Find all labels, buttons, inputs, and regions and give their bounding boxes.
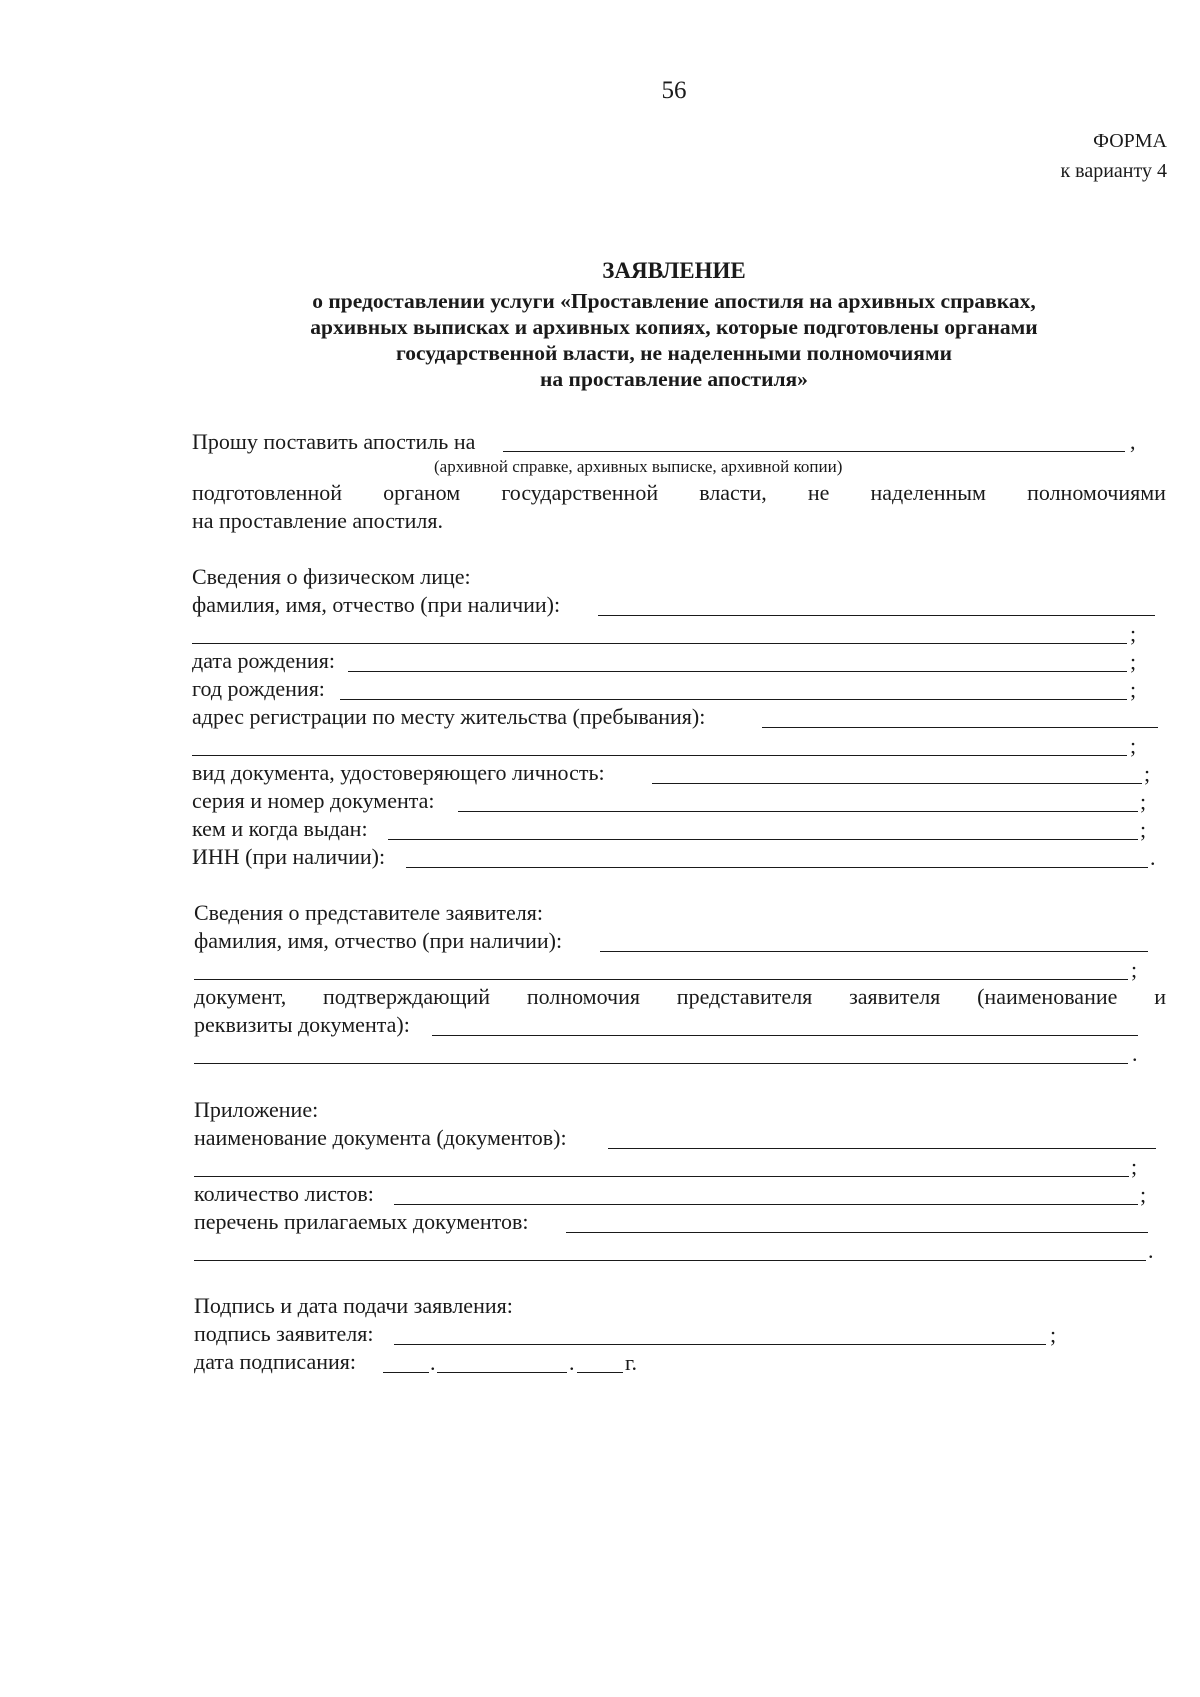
period: .	[1148, 1238, 1154, 1263]
representative-fio-field-2[interactable]	[194, 979, 1128, 980]
rep-word-6: (наименование	[977, 984, 1118, 1009]
representative-fio-label: фамилия, имя, отчество (при наличии):	[194, 928, 563, 953]
inn-field[interactable]	[406, 867, 1148, 868]
sign-day-field[interactable]	[383, 1372, 429, 1373]
semicolon: ;	[1130, 677, 1137, 702]
attachment-heading: Приложение:	[194, 1097, 319, 1122]
representative-fio-field[interactable]	[600, 951, 1148, 952]
form-label: ФОРМА	[1093, 130, 1167, 152]
individual-heading: Сведения о физическом лице:	[192, 564, 471, 589]
birth-year-field[interactable]	[340, 699, 1127, 700]
individual-fio-field[interactable]	[598, 615, 1155, 616]
cont-word-2: органом	[383, 480, 461, 505]
cont-word-7: полномочиями	[1027, 480, 1166, 505]
signature-field[interactable]	[394, 1344, 1046, 1345]
request-label: Прошу поставить апостиль на	[192, 429, 476, 454]
sign-month-field[interactable]	[437, 1372, 567, 1373]
representative-heading: Сведения о представителе заявителя:	[194, 900, 543, 925]
sheets-label: количество листов:	[194, 1181, 374, 1206]
document-title: ЗАЯВЛЕНИЕ	[602, 258, 746, 283]
attachment-doc-name-label: наименование документа (документов):	[194, 1125, 567, 1150]
address-label: адрес регистрации по месту жительства (пребывания):	[192, 704, 706, 729]
request-continuation-end: на проставление апостиля.	[192, 508, 443, 533]
representative-doc-label-end: реквизиты документа):	[194, 1012, 410, 1037]
cont-word-5: не	[807, 480, 830, 505]
attachment-list-field-2[interactable]	[194, 1260, 1146, 1261]
sign-label: подпись заявителя:	[194, 1321, 374, 1346]
cont-word-3: государственной	[501, 480, 659, 505]
issued-field[interactable]	[388, 839, 1138, 840]
individual-fio-field-2[interactable]	[192, 643, 1127, 644]
doc-number-field[interactable]	[458, 811, 1138, 812]
title-line-1: о предоставлении услуги «Проставление апостиля на архивных справках,	[312, 289, 1036, 313]
attachment-list-field[interactable]	[566, 1232, 1148, 1233]
address-field[interactable]	[762, 727, 1158, 728]
semicolon: ;	[1050, 1322, 1057, 1347]
inn-label: ИНН (при наличии):	[192, 844, 386, 869]
attachment-doc-name-field[interactable]	[608, 1148, 1156, 1149]
birth-year-label: год рождения:	[192, 676, 325, 701]
semicolon: ;	[1140, 817, 1147, 842]
attachment-list-label: перечень прилагаемых документов:	[194, 1209, 529, 1234]
attachment-doc-name-field-2[interactable]	[194, 1176, 1129, 1177]
id-doc-field[interactable]	[652, 783, 1142, 784]
period: .	[1132, 1041, 1138, 1066]
semicolon: ;	[1144, 761, 1151, 786]
representative-doc-field-2[interactable]	[194, 1063, 1128, 1064]
sign-year-field[interactable]	[577, 1372, 623, 1373]
rep-word-4: представителя	[676, 984, 813, 1009]
rep-word-7: и	[1154, 984, 1166, 1009]
birth-date-field[interactable]	[348, 671, 1127, 672]
form-variant: к варианту 4	[1060, 160, 1167, 182]
sign-date-label: дата подписания:	[194, 1349, 356, 1374]
semicolon: ;	[1131, 957, 1138, 982]
request-hint: (архивной справке, архивных выписке, архивной копии)	[434, 457, 843, 476]
request-comma: ,	[1130, 429, 1136, 454]
page-number: 56	[661, 77, 687, 104]
representative-doc-text	[194, 984, 1166, 1010]
request-continuation	[192, 480, 1166, 506]
period: .	[569, 1350, 575, 1375]
semicolon: ;	[1140, 1182, 1147, 1207]
period: .	[1150, 845, 1156, 870]
semicolon: ;	[1130, 733, 1137, 758]
title-line-3: государственной власти, не наделенными полномочиями	[396, 341, 952, 365]
individual-fio-label: фамилия, имя, отчество (при наличии):	[192, 592, 561, 617]
cont-word-4: власти,	[699, 480, 767, 505]
rep-word-1: документ,	[194, 984, 287, 1009]
cont-word-1: подготовленной	[192, 480, 343, 505]
sheets-field[interactable]	[394, 1204, 1138, 1205]
issued-label: кем и когда выдан:	[192, 816, 368, 841]
apostille-object-field[interactable]	[503, 451, 1125, 452]
doc-number-label: серия и номер документа:	[192, 788, 435, 813]
year-suffix: г.	[625, 1350, 638, 1375]
rep-word-5: заявителя	[849, 984, 941, 1009]
rep-word-2: подтверждающий	[323, 984, 491, 1009]
semicolon: ;	[1131, 1154, 1138, 1179]
rep-word-3: полномочия	[526, 984, 640, 1009]
representative-doc-field[interactable]	[432, 1035, 1138, 1036]
title-line-2: архивных выписках и архивных копиях, которые подготовлены органами	[310, 315, 1038, 339]
birth-date-label: дата рождения:	[192, 648, 335, 673]
semicolon: ;	[1130, 649, 1137, 674]
address-field-2[interactable]	[192, 755, 1127, 756]
semicolon: ;	[1130, 621, 1137, 646]
cont-word-6: наделенным	[870, 480, 986, 505]
signature-heading: Подпись и дата подачи заявления:	[194, 1293, 513, 1318]
title-line-4: на проставление апостиля»	[540, 367, 808, 391]
semicolon: ;	[1140, 789, 1147, 814]
period: .	[430, 1350, 436, 1375]
id-doc-label: вид документа, удостоверяющего личность:	[192, 760, 605, 785]
